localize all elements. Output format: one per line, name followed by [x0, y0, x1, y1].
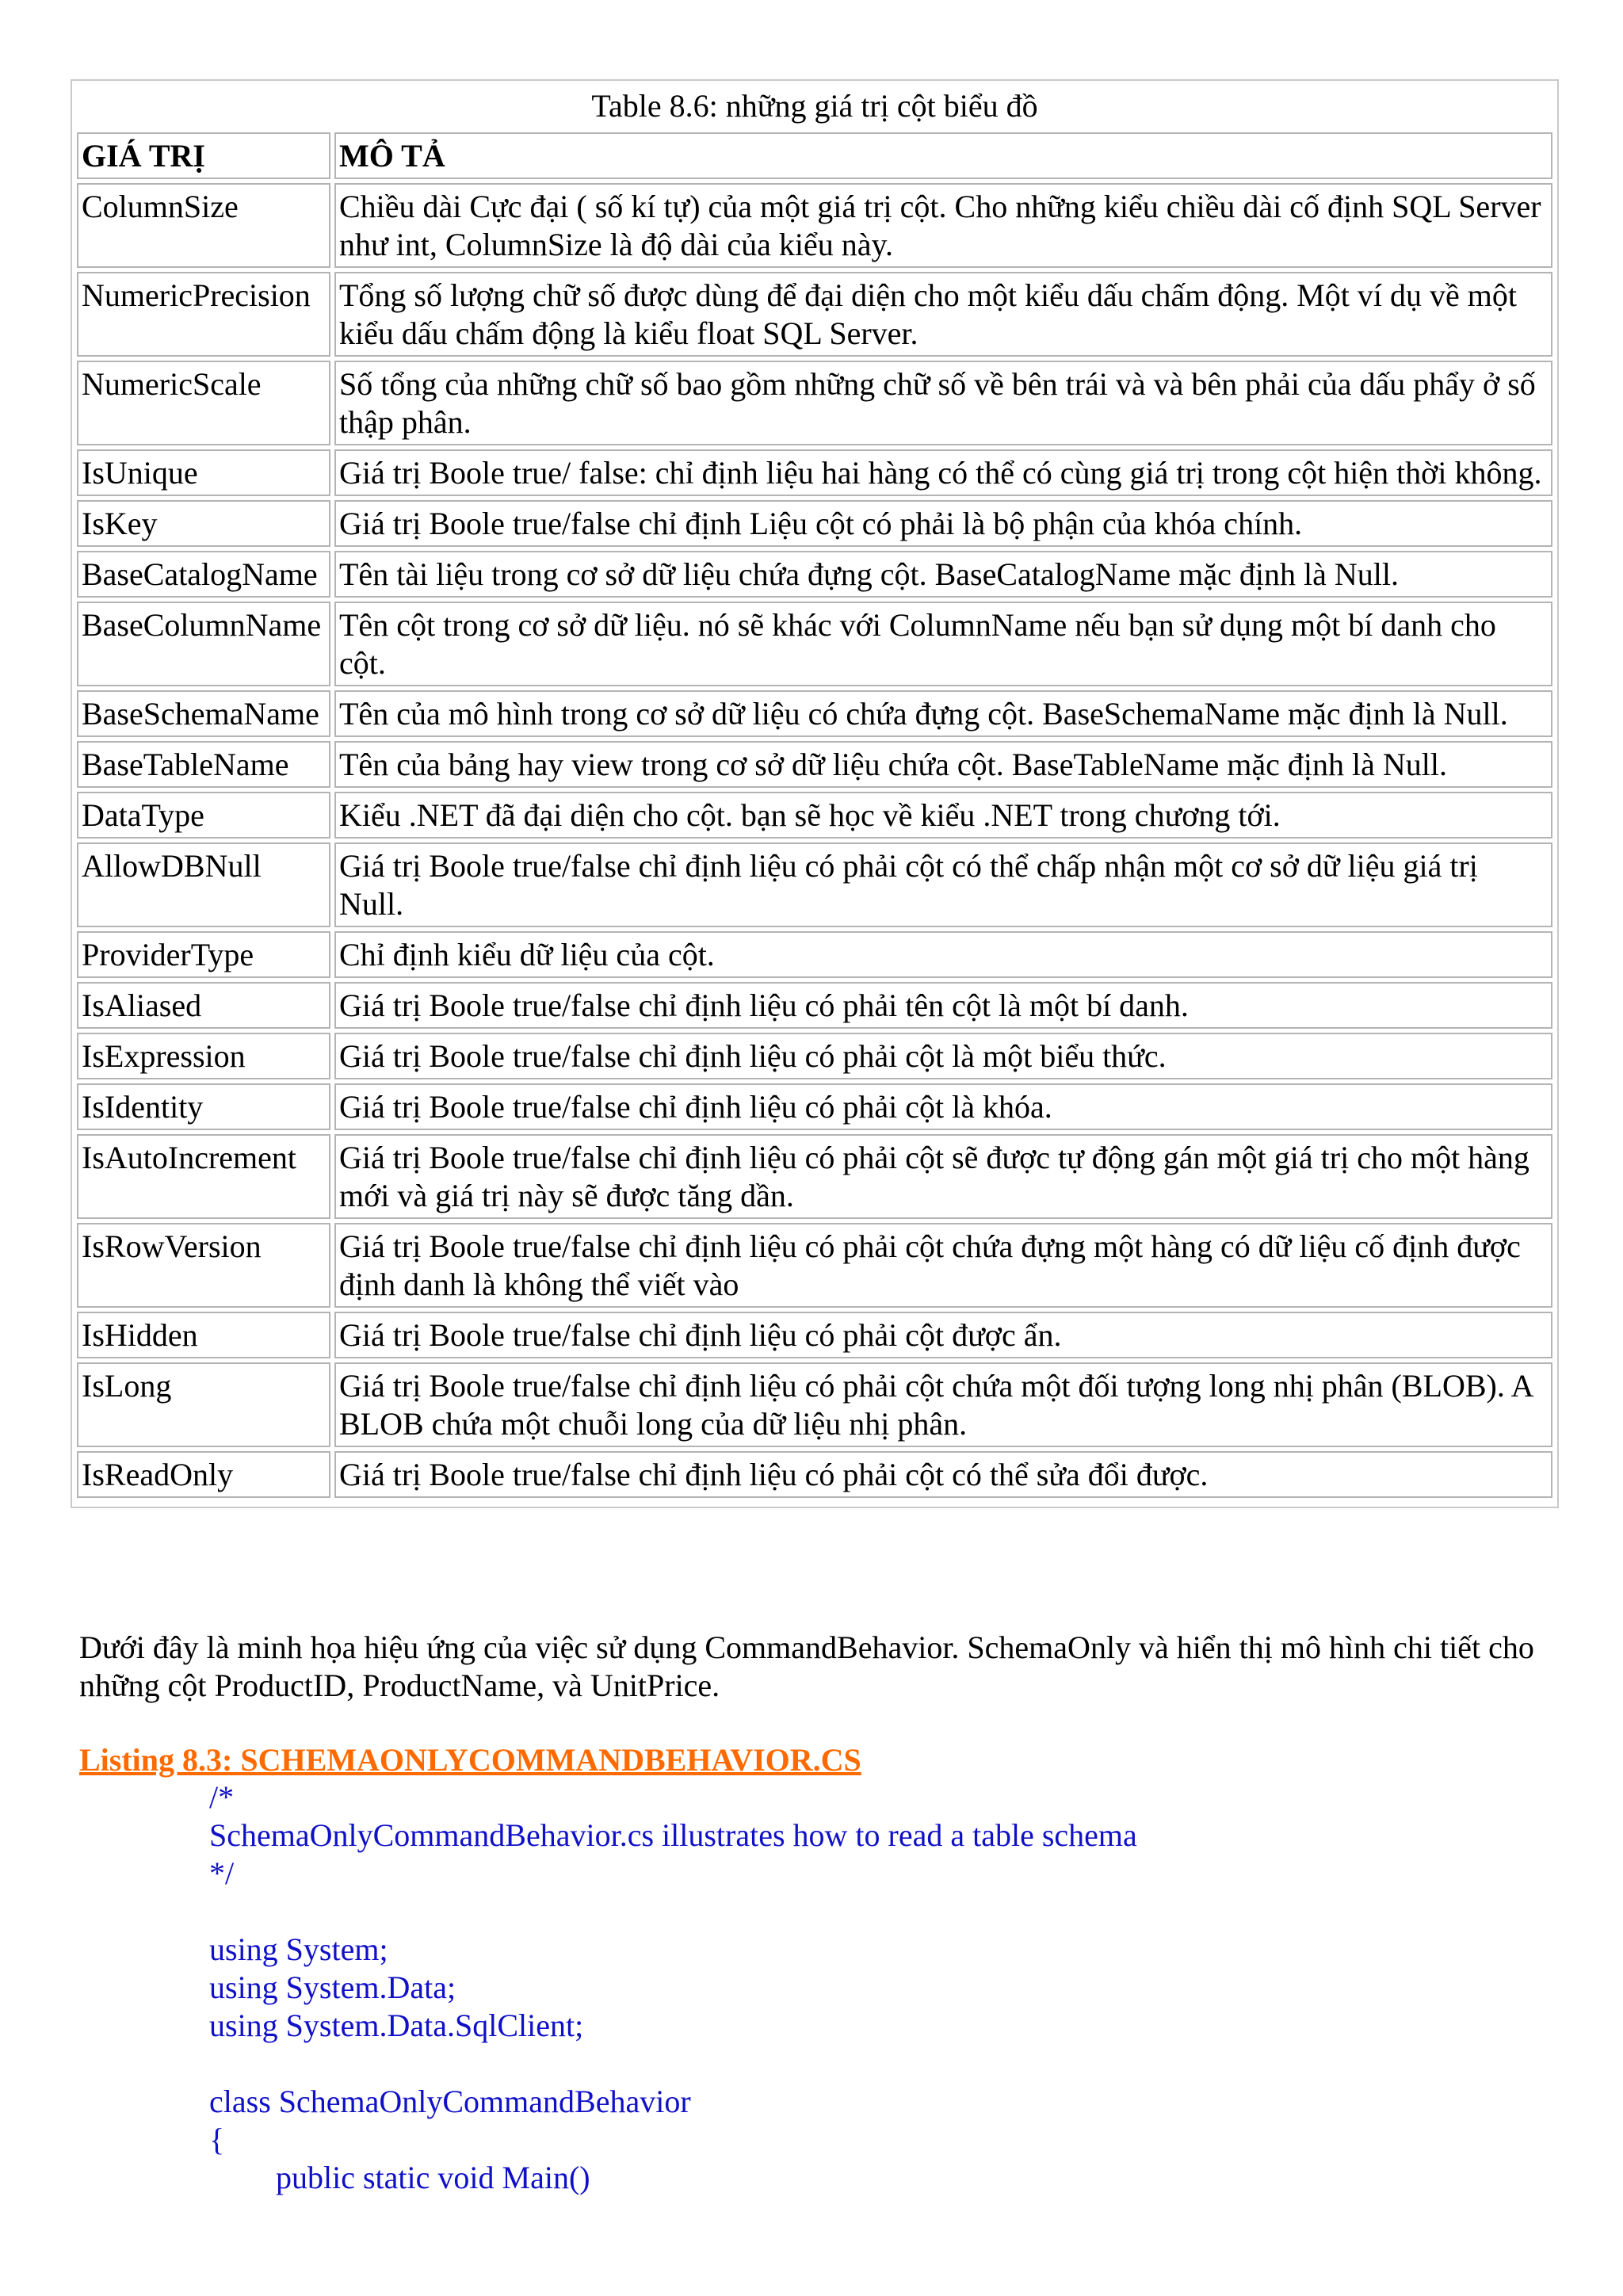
value-cell: BaseCatalogName — [77, 551, 330, 598]
description-cell: Chiều dài Cực đại ( số kí tự) của một giá trị cột. Cho những kiểu chiều dài cố định SQL Server như int, ColumnSize là độ dài của kiểu này. — [334, 183, 1552, 268]
value-cell: IsUnique — [77, 449, 330, 496]
description-cell: Giá trị Boole true/false chỉ định liệu có phải cột chứa đựng một hàng có dữ liệu cố định được định danh là không thể viết vào — [334, 1223, 1552, 1308]
value-cell: IsKey — [77, 500, 330, 547]
table-row — [77, 602, 1552, 686]
table-row — [77, 1033, 1552, 1079]
code-line: /* — [209, 1779, 235, 1815]
description-cell: Chỉ định kiểu dữ liệu của cột. — [334, 931, 1552, 978]
value-cell: BaseTableName — [77, 741, 330, 788]
table-row — [77, 741, 1552, 788]
code-line: { — [209, 2122, 225, 2157]
code-line: using System.Data; — [209, 1969, 456, 2005]
description-cell: Tổng số lượng chữ số được dùng để đại diện cho một kiểu dấu chấm động. Một ví dụ về một kiểu dấu chấm động là kiểu float SQL Server. — [334, 272, 1552, 357]
table-caption: Table 8.6: những giá trị cột biểu đồ — [591, 88, 1038, 124]
description-cell: Kiểu .NET đã đại diện cho cột. bạn sẽ học về kiểu .NET trong chương tới. — [334, 792, 1552, 839]
table-row — [77, 931, 1552, 978]
table-row — [77, 982, 1552, 1029]
table-row — [77, 792, 1552, 839]
table-header-row — [77, 132, 1552, 179]
table-row — [77, 1134, 1552, 1219]
description-cell: Giá trị Boole true/false chỉ định liệu có phải cột là khóa. — [334, 1083, 1552, 1130]
header-description: MÔ TẢ — [334, 132, 1552, 179]
description-cell: Tên tài liệu trong cơ sở dữ liệu chứa đựng cột. BaseCatalogName mặc định là Null. — [334, 551, 1552, 598]
code-line: using System; — [209, 1931, 388, 1967]
description-cell: Tên cột trong cơ sở dữ liệu. nó sẽ khác với ColumnName nếu bạn sử dụng một bí danh cho cột. — [334, 602, 1552, 686]
header-value: GIÁ TRỊ — [77, 132, 330, 179]
table-row — [77, 1083, 1552, 1130]
value-cell: IsReadOnly — [77, 1451, 330, 1498]
table-row — [77, 1223, 1552, 1308]
schema-columns-table — [73, 128, 1556, 1502]
value-cell: IsAliased — [77, 982, 330, 1029]
description-cell: Giá trị Boole true/false chỉ định liệu có phải cột có thể sửa đổi được. — [334, 1451, 1552, 1498]
table-body — [77, 183, 1552, 1498]
table-row — [77, 183, 1552, 268]
value-cell: ProviderType — [77, 931, 330, 978]
value-cell: IsHidden — [77, 1312, 330, 1358]
description-cell: Giá trị Boole true/false chỉ định liệu có phải cột có thể chấp nhận một cơ sở dữ liệu giá trị Null. — [334, 842, 1552, 927]
table-row — [77, 1312, 1552, 1358]
description-cell: Tên của mô hình trong cơ sở dữ liệu có chứa đựng cột. BaseSchemaName mặc định là Null. — [334, 690, 1552, 737]
value-cell: IsExpression — [77, 1033, 330, 1079]
code-line: SchemaOnlyCommandBehavior.cs illustrates how to read a table schema — [209, 1817, 1137, 1853]
code-line — [209, 2045, 1137, 2083]
description-cell: Giá trị Boole true/false chỉ định liệu có phải cột chứa một đối tượng long nhị phân (BLOB). A BLOB chứa một chuỗi long của dữ liệu nhị phân. — [334, 1362, 1552, 1447]
description-cell: Số tổng của những chữ số bao gồm những chữ số về bên trái và và bên phải của dấu phẩy ở số thập phân. — [334, 361, 1552, 445]
value-cell: IsIdentity — [77, 1083, 330, 1130]
code-line: using System.Data.SqlClient; — [209, 2008, 584, 2043]
description-cell: Giá trị Boole true/false chỉ định liệu có phải tên cột là một bí danh. — [334, 982, 1552, 1029]
value-cell: IsRowVersion — [77, 1223, 330, 1308]
value-cell: AllowDBNull — [77, 842, 330, 927]
table-row — [77, 551, 1552, 598]
code-line: class SchemaOnlyCommandBehavior — [209, 2084, 691, 2119]
value-cell: IsLong — [77, 1362, 330, 1447]
table-row — [77, 1362, 1552, 1447]
description-cell: Giá trị Boole true/ false: chỉ định liệu hai hàng có thể có cùng giá trị trong cột hiện thời không. — [334, 449, 1552, 496]
description-cell: Giá trị Boole true/false chỉ định Liệu cột có phải là bộ phận của khóa chính. — [334, 500, 1552, 547]
value-cell: BaseSchemaName — [77, 690, 330, 737]
table-row — [77, 690, 1552, 737]
table-row — [77, 1451, 1552, 1498]
table-row — [77, 842, 1552, 927]
description-cell: Giá trị Boole true/false chỉ định liệu có phải cột được ẩn. — [334, 1312, 1552, 1358]
value-cell: BaseColumnName — [77, 602, 330, 686]
table-row — [77, 361, 1552, 445]
code-line: */ — [209, 1855, 235, 1891]
description-cell: Giá trị Boole true/false chỉ định liệu có phải cột sẽ được tự động gán một giá trị cho một hàng mới và giá trị này sẽ được tăng dần. — [334, 1134, 1552, 1219]
table-row — [77, 449, 1552, 496]
value-cell: NumericPrecision — [77, 272, 330, 357]
code-listing — [209, 1778, 1137, 2197]
value-cell: ColumnSize — [77, 183, 330, 268]
code-line: public static void Main() — [276, 2160, 590, 2195]
code-line — [209, 1893, 1137, 1931]
value-cell: DataType — [77, 792, 330, 839]
description-cell: Giá trị Boole true/false chỉ định liệu có phải cột là một biểu thức. — [334, 1033, 1552, 1079]
schema-columns-table-container — [71, 79, 1559, 1508]
description-cell: Tên của bảng hay view trong cơ sở dữ liệu chứa cột. BaseTableName mặc định là Null. — [334, 741, 1552, 788]
value-cell: IsAutoIncrement — [77, 1134, 330, 1219]
table-row — [77, 500, 1552, 547]
value-cell: NumericScale — [77, 361, 330, 445]
table-row — [77, 272, 1552, 357]
listing-title-link[interactable]: Listing 8.3: SCHEMAONLYCOMMANDBEHAVIOR.CS — [79, 1742, 861, 1778]
intro-paragraph: Dưới đây là minh họa hiệu ứng của việc sử dụng CommandBehavior. SchemaOnly và hiển thị mô hình chi tiết cho những cột ProductID, ProductName, và UnitPrice. — [79, 1629, 1534, 1703]
